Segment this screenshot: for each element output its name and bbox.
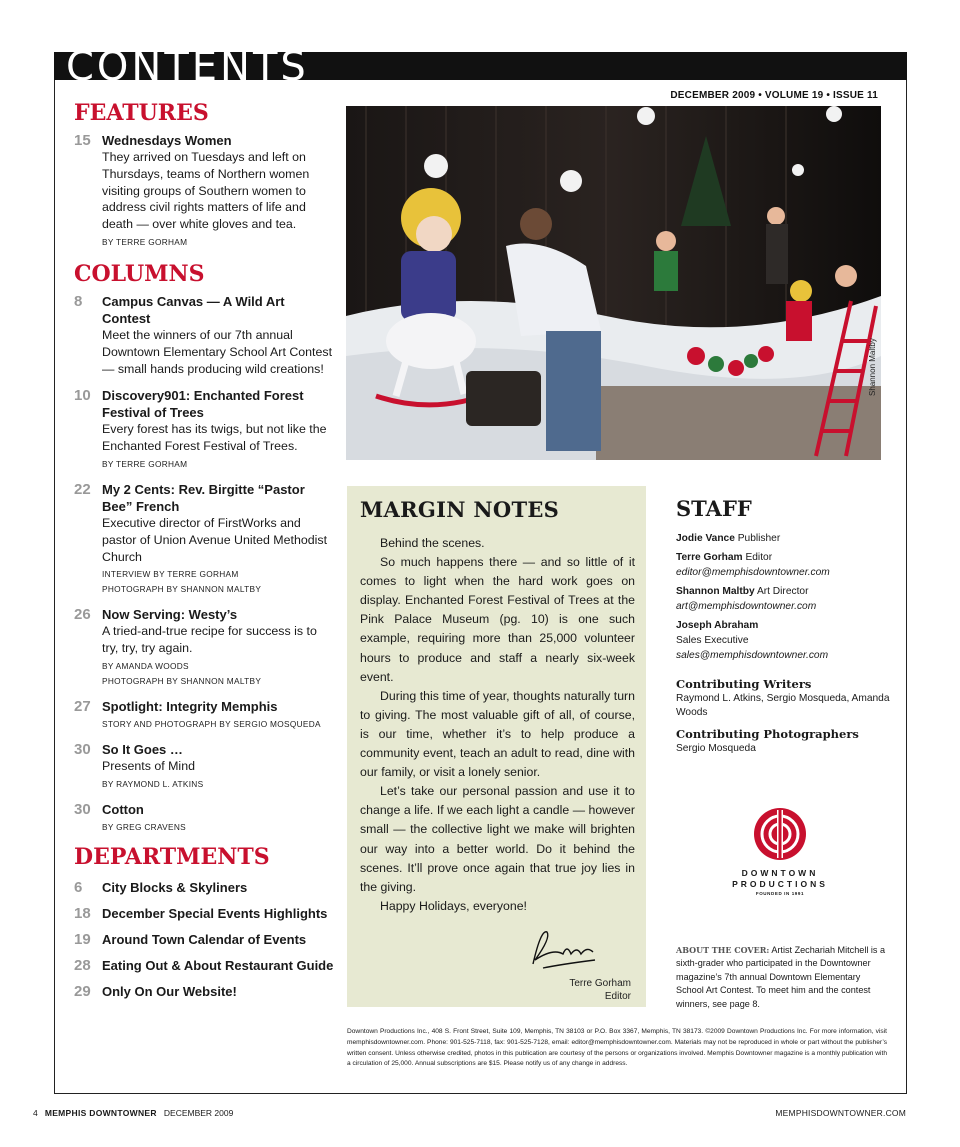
toc-entry[interactable]: [74, 293, 334, 377]
downtown-productions-logo: [732, 806, 828, 896]
footer-left: [33, 1108, 233, 1118]
toc-title[interactable]: Cotton: [102, 801, 144, 817]
toc-page-number: 28: [74, 956, 91, 974]
staff-list: [676, 531, 906, 663]
staff-role: Publisher: [737, 533, 781, 544]
toc-page-number: 29: [74, 982, 91, 1000]
cover-photo: [346, 106, 881, 460]
staff-email[interactable]: art@memphisdowntowner.com: [676, 601, 817, 612]
signature-block: [569, 977, 631, 1003]
toc-credit: PHOTOGRAPH BY SHANNON MALTBY: [102, 675, 262, 686]
staff-name: Joseph Abraham: [676, 620, 759, 631]
toc-title[interactable]: So It Goes …: [102, 741, 183, 757]
columns-heading: COLUMNS: [74, 260, 205, 287]
toc-entry[interactable]: [74, 931, 334, 948]
toc-page-number: 10: [74, 387, 91, 405]
toc-title[interactable]: December Special Events Highlights: [102, 905, 328, 921]
about-the-cover: [676, 944, 886, 1011]
toc-description: They arrived on Tuesdays and left on Thursdays, teams of Northern women visiting groups of Southern women to address civil rights matters of life and death — over white gloves and tea.: [102, 150, 310, 232]
toc-entry[interactable]: [74, 801, 334, 834]
staff-heading: STAFF: [676, 496, 752, 521]
toc-page-number: 15: [74, 132, 91, 149]
cover-label: ABOUT THE COVER:: [676, 945, 770, 955]
toc-title[interactable]: City Blocks & Skyliners: [102, 879, 248, 895]
signature-icon: [523, 924, 603, 974]
toc-entry[interactable]: [74, 879, 334, 896]
margin-notes-body: [360, 534, 635, 916]
toc-credit: BY TERRE GORHAM: [102, 236, 188, 247]
staff-name: Jodie Vance: [676, 533, 735, 544]
toc-title[interactable]: Only On Our Website!: [102, 983, 237, 999]
publisher-fine-print: Downtown Productions Inc., 408 S. Front Street, Suite 109, Memphis, TN 38103 or P.O. Box 3367, Memphis, TN 38173. ©2009 Downtown Productions Inc. For more information, visit memphisdowntowner.com. Phone: 901-525-7118, fax: 901-525-7128, email: editor@memphisdowntowner.com. Materials may not be reproduced in whole or part without the publisher’s written consent. Unless otherwise credited, photos in this publication are courtesy of the persons or organizations involved. Memphis Downtowner magazine is a monthly publication with a circulation of 25,000. Annual subscriptions are $15. Please notify us of any change in address.: [347, 1028, 887, 1068]
photo-credit: Shannon Maltby: [868, 338, 877, 396]
toc-credit: INTERVIEW BY TERRE GORHAM: [102, 569, 239, 580]
signature-name: Terre Gorham: [569, 978, 631, 989]
toc-title[interactable]: Discovery901: Enchanted Forest Festival of Trees: [102, 388, 304, 421]
footer-website[interactable]: MEMPHISDOWNTOWNER.COM: [775, 1108, 906, 1118]
toc-entry[interactable]: [74, 741, 334, 791]
toc-credit: BY TERRE GORHAM: [102, 458, 188, 469]
departments-list: [74, 879, 334, 1000]
staff-member: [676, 531, 906, 546]
toc-description: A tried-and-true recipe for success is to try, try, try again.: [102, 624, 317, 656]
staff-role: Editor: [745, 552, 773, 563]
photographers-heading: Contributing Photographers: [676, 727, 859, 741]
footer-publication: MEMPHIS DOWNTOWNER: [44, 1108, 157, 1118]
margin-notes-paragraph: During this time of year, thoughts naturally turn to giving. The most valuable gift of all, of course, is our time, whether it’s to help produce a community event, teach an adult to read, dine with our family, or visit a lonely senior.: [360, 688, 635, 780]
toc-title[interactable]: Now Serving: Westy’s: [102, 607, 238, 623]
toc-entry[interactable]: [74, 481, 334, 596]
toc-page-number: 6: [74, 878, 83, 896]
staff-name: Shannon Maltby: [676, 586, 755, 597]
toc-entry[interactable]: [74, 387, 334, 471]
table-of-contents: [74, 100, 334, 1000]
toc-page-number: 30: [74, 740, 91, 758]
toc-description: Executive director of FirstWorks and pastor of Union Avenue United Methodist Church: [102, 515, 328, 564]
toc-page-number: 26: [74, 606, 91, 624]
cover-text: Artist Zechariah Mitchell is a sixth-grader who participated in the Downtowner magazine’s 7th annual Downtown Elementary School Art Contest. To meet him and the contest winners, see page 8.: [676, 945, 886, 1009]
columns-list: [74, 293, 334, 834]
footer-page-number: 4: [33, 1108, 38, 1118]
toc-description: Meet the winners of our 7th annual Downtown Elementary School Art Contest — small hands producing wild creations!: [102, 327, 333, 376]
logo-line-1: DOWNTOWN: [741, 868, 819, 878]
staff-email[interactable]: editor@memphisdowntowner.com: [676, 567, 830, 578]
toc-credit: BY GREG CRAVENS: [102, 821, 186, 832]
staff-member: [676, 618, 906, 663]
toc-title[interactable]: Spotlight: Integrity Memphis: [102, 698, 278, 714]
writers-heading: Contributing Writers: [676, 677, 812, 691]
margin-notes-paragraph: Happy Holidays, everyone!: [380, 898, 527, 913]
issue-line: DECEMBER 2009 • VOLUME 19 • ISSUE 11: [670, 90, 878, 101]
toc-title[interactable]: Eating Out & About Restaurant Guide: [102, 957, 334, 973]
staff-member: [676, 550, 906, 580]
toc-credit: BY AMANDA WOODS: [102, 660, 189, 671]
departments-heading: DEPARTMENTS: [74, 843, 270, 870]
footer-date: DECEMBER 2009: [163, 1108, 234, 1118]
toc-entry[interactable]: [74, 983, 334, 1000]
toc-page-number: 8: [74, 292, 83, 310]
toc-entry[interactable]: [74, 957, 334, 974]
staff-member: [676, 584, 906, 614]
toc-page-number: 19: [74, 930, 91, 948]
staff-role: Sales Executive: [676, 635, 749, 646]
margin-notes-paragraph: So much happens there — and so little of it comes to light when the hard work goes on display. Enchanted Forest Festival of Trees at the Pink Palace Museum (pg. 10) is one such example, requiring more than 25,000 volunteer hours to produce and staff a nearly six-week event.: [360, 555, 635, 684]
margin-notes-heading: MARGIN NOTES: [360, 497, 560, 522]
features-heading: FEATURES: [74, 100, 209, 126]
staff-email[interactable]: sales@memphisdowntowner.com: [676, 650, 829, 661]
toc-entry[interactable]: [74, 132, 334, 249]
staff-box: [676, 496, 906, 756]
logo-line-2: PRODUCTIONS: [732, 879, 828, 889]
toc-title[interactable]: Around Town Calendar of Events: [102, 931, 307, 947]
toc-credit: STORY AND PHOTOGRAPH BY SERGIO MOSQUEDA: [102, 718, 321, 729]
margin-notes-box: [347, 486, 646, 1007]
logo-founded: FOUNDED IN 1991: [755, 891, 805, 896]
toc-title[interactable]: Wednesdays Women: [102, 133, 232, 148]
staff-name: Terre Gorham: [676, 552, 743, 563]
toc-credit: BY RAYMOND L. ATKINS: [102, 778, 204, 789]
logo-mark-icon: [752, 806, 808, 862]
toc-page-number: 27: [74, 697, 91, 715]
toc-entry[interactable]: [74, 606, 334, 688]
toc-page-number: 30: [74, 800, 91, 818]
margin-notes-paragraph: Behind the scenes.: [380, 536, 485, 550]
margin-notes-paragraph: Let’s take our personal passion and use it to change a life. If we each light a candle — however small — the collective light we make will brighten our way into a better world. Do it behind the scenes. It’ll prove once again that true joy lies in the giving.: [360, 784, 635, 894]
signature-role: Editor: [604, 991, 631, 1002]
page-title: CONTENTS: [66, 44, 309, 90]
photo-illustration: [346, 106, 881, 460]
toc-page-number: 22: [74, 480, 91, 498]
photographers-list: Sergio Mosqueda: [676, 743, 756, 754]
toc-description: Presents of Mind: [102, 758, 195, 773]
toc-title[interactable]: Campus Canvas — A Wild Art Contest: [102, 293, 285, 326]
toc-description: Every forest has its twigs, but not like the Enchanted Forest Festival of Trees.: [102, 422, 327, 454]
toc-title[interactable]: My 2 Cents: Rev. Birgitte “Pastor Bee” French: [102, 481, 305, 514]
toc-credit: PHOTOGRAPH BY SHANNON MALTBY: [102, 584, 262, 595]
features-list: [74, 132, 334, 249]
toc-entry[interactable]: [74, 905, 334, 922]
staff-role: Art Director: [756, 586, 809, 597]
toc-page-number: 18: [74, 904, 91, 922]
toc-entry[interactable]: [74, 698, 334, 731]
writers-list: Raymond L. Atkins, Sergio Mosqueda, Amanda Woods: [676, 693, 890, 718]
